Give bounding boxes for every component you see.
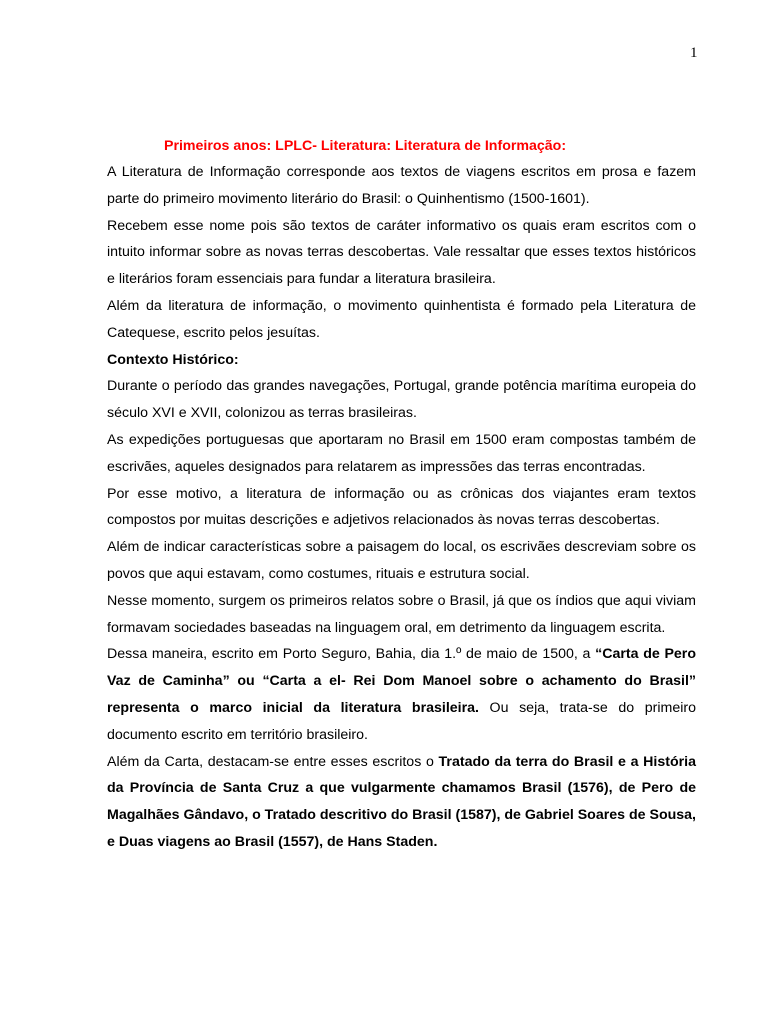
- document-title: Primeiros anos: LPLC- Literatura: Literatura de Informação:: [164, 138, 567, 154]
- paragraph-first-reports: Nesse momento, surgem os primeiros relatos sobre o Brasil, já que os índios que aqui viviam formavam sociedades baseadas na linguagem oral, em detrimento da linguagem escrita.: [107, 592, 696, 636]
- paragraph-other-writings: [107, 749, 696, 856]
- paragraph-descriptions: Por esse motivo, a literatura de informação ou as crônicas dos viajantes eram textos compostos por muitas descrições e adjetivos relacionados às novas terras descobertas.: [107, 485, 696, 529]
- paragraph-carta-bold: “Carta de Pero Vaz de Caminha” ou “Carta a el- Rei Dom Manoel sobre o achamento do Brasil” representa o marco inicial da literatura brasileira.: [107, 646, 696, 716]
- paragraph-expeditions: As expedições portuguesas que aportaram no Brasil em 1500 eram compostas também de escrivães, aqueles designados para relatarem as impressões das terras encontradas.: [107, 431, 696, 475]
- paragraph-carta-text-end: Ou seja, trata-se do primeiro documento escrito em território brasileiro.: [107, 699, 696, 743]
- paragraph-other-writings-bold: Tratado da terra do Brasil e a História da Província de Santa Cruz a que vulgarmente chamamos Brasil (1576), de Pero de Magalhães Gândavo, o Tratado descritivo do Brasil (1587), de Gabriel Soares de Sousa, e Duas viagens ao Brasil (1557), de Hans Staden.: [107, 753, 696, 850]
- paragraph-carta: [107, 641, 696, 748]
- paragraph-other-writings-text: Além da Carta, destacam-se entre esses escritos o: [107, 753, 439, 770]
- document-body: [107, 159, 696, 856]
- paragraph-catechesis: Além da literatura de informação, o movimento quinhentista é formado pela Literatura de Catequese, escrito pelos jesuítas.: [107, 297, 696, 341]
- paragraph-navigations: Durante o período das grandes navegações, Portugal, grande potência marítima europeia do século XVI e XVII, colonizou as terras brasileiras.: [107, 378, 696, 422]
- paragraph-carta-text: Dessa maneira, escrito em Porto Seguro, Bahia, dia 1.º de maio de 1500, a: [107, 646, 596, 663]
- paragraph-name-origin: Recebem esse nome pois são textos de caráter informativo os quais eram escritos com o intuito informar sobre as novas terras descobertas. Vale ressaltar que esses textos históricos e literários foram essenciais para fundar a literatura brasileira.: [107, 217, 696, 288]
- section-heading-context: Contexto Histórico:: [107, 351, 239, 368]
- page-number: 1: [690, 45, 698, 61]
- paragraph-peoples: Além de indicar características sobre a paisagem do local, os escrivães descreviam sobre os povos que aqui estavam, como costumes, rituais e estrutura social.: [107, 539, 696, 582]
- paragraph-intro: A Literatura de Informação corresponde aos textos de viagens escritos em prosa e fazem parte do primeiro movimento literário do Brasil: o Quinhentismo (1500-1601).: [107, 164, 696, 207]
